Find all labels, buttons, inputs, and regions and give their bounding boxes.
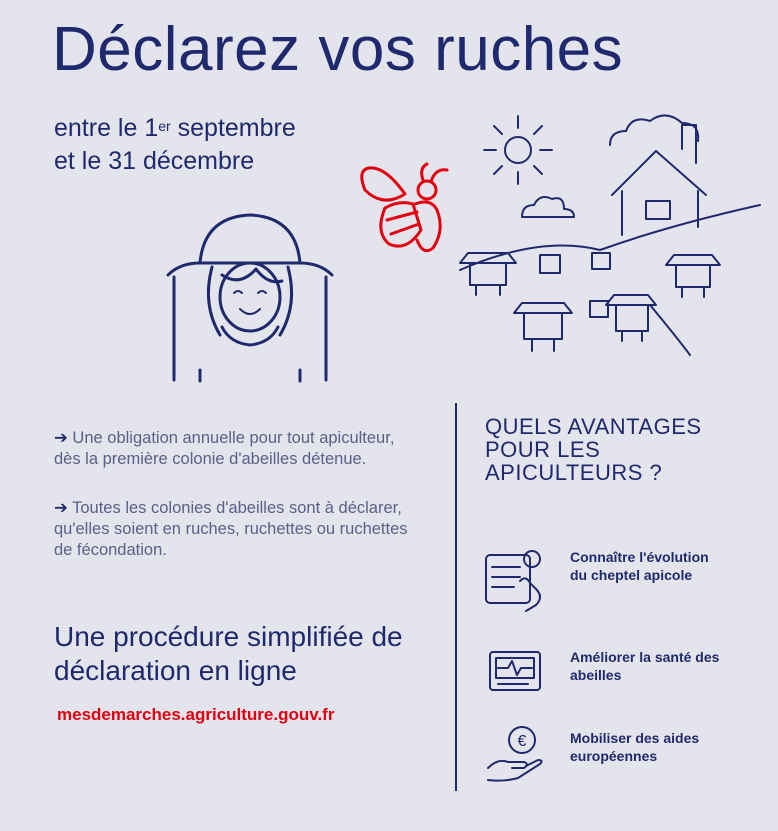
benefit-text: Mobiliser des aides européennes bbox=[570, 730, 700, 764]
info-bullet bbox=[54, 428, 424, 470]
dates-line2: et le 31 décembre bbox=[54, 147, 255, 175]
bee-icon bbox=[355, 160, 455, 260]
cloud-icon bbox=[610, 115, 698, 145]
bullet-text: Une obligation annuelle pour tout apiculteur, dès la première colonie d'abeilles détenue. bbox=[54, 429, 395, 468]
column-divider bbox=[455, 403, 457, 791]
bullet-text: Toutes les colonies d'abeilles sont à déclarer, qu'elles soient en ruches, ruchettes ou ruchettes de fécondation. bbox=[54, 499, 408, 559]
euro-hand-icon bbox=[484, 722, 548, 786]
dates-line1-suffix: septembre bbox=[170, 114, 296, 142]
health-monitor-icon bbox=[486, 648, 546, 696]
tablet-touch-icon bbox=[480, 545, 550, 615]
beekeeper-icon bbox=[160, 205, 340, 395]
arrow-icon: ➔ bbox=[54, 429, 68, 447]
dates-line1-prefix: entre le 1 bbox=[54, 114, 159, 142]
page-title: Déclarez vos ruches bbox=[52, 15, 624, 84]
info-bullet bbox=[54, 498, 424, 561]
procedure-heading: Une procédure simplifiée de déclaration en ligne bbox=[54, 621, 403, 686]
svg-text:€: € bbox=[517, 733, 527, 750]
advantages-heading: QUELS AVANTAGES POUR LES APICULTEURS ? bbox=[485, 414, 702, 485]
benefit-text: Améliorer la santé des abeilles bbox=[570, 649, 720, 683]
benefit-text: Connaître l'évolution du cheptel apicole bbox=[570, 549, 709, 583]
house-icon bbox=[612, 125, 706, 235]
website-link[interactable]: mesdemarches.agriculture.gouv.fr bbox=[57, 705, 335, 724]
dates-line1-sup: er bbox=[158, 118, 171, 134]
landscape-icon bbox=[460, 105, 770, 365]
arrow-icon: ➔ bbox=[54, 499, 68, 517]
declaration-period bbox=[54, 112, 296, 178]
